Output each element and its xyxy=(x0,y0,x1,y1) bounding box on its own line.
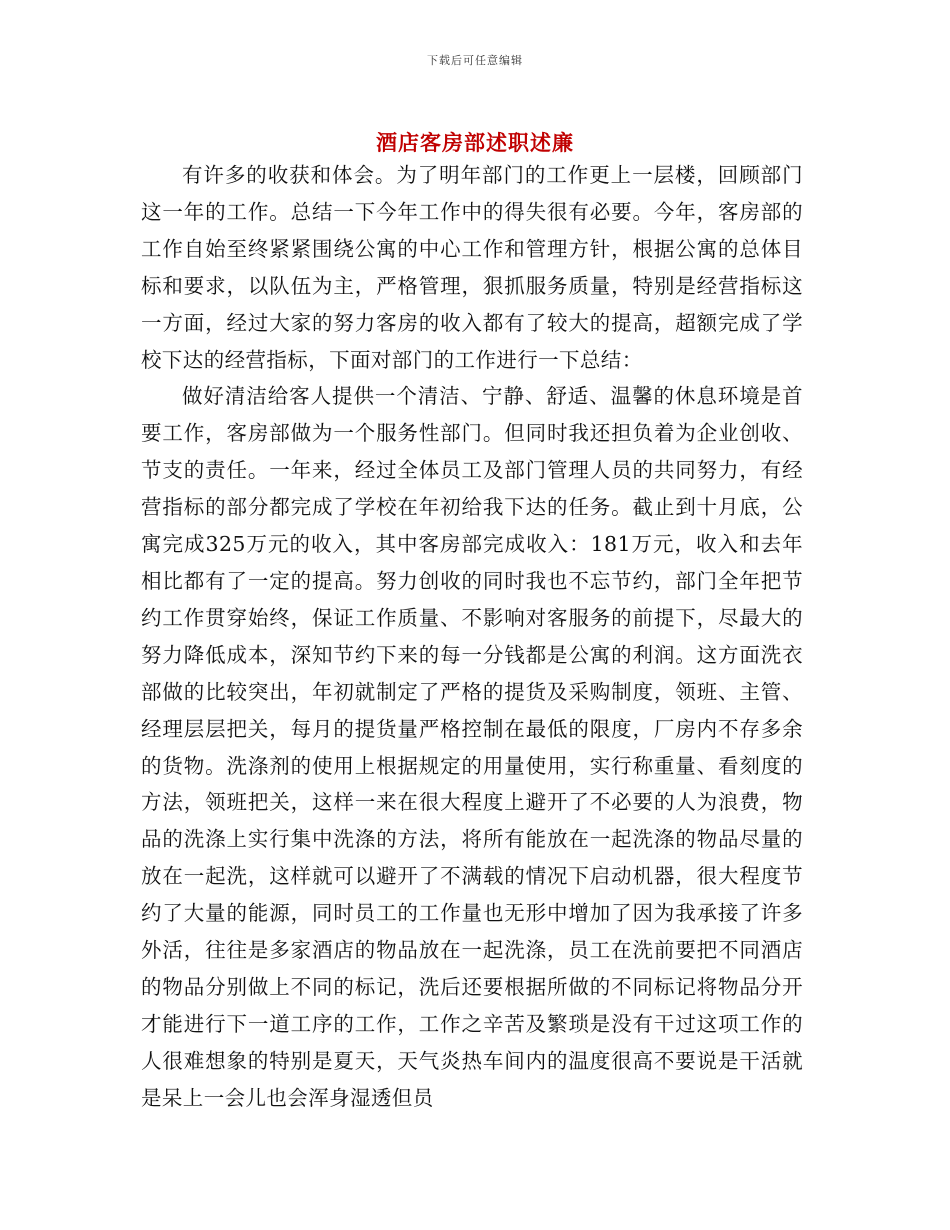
paragraph-2: 做好清洁给客人提供一个清洁、宁静、舒适、温馨的休息环境是首要工作，客房部做为一个服务性部门。但同时我还担负着为企业创收、节支的责任。一年来，经过全体员工及部门管理人员的共同努力，有经营指标的部分都完成了学校在年初给我下达的任务。截止到十月底，公寓完成325万元的收入，其中客房部完成收入：181万元，收入和去年相比都有了一定的提高。努力创收的同时我也不忘节约，部门全年把节约工作贯穿始终，保证工作质量、不影响对客服务的前提下，尽最大的努力降低成本，深知节约下来的每一分钱都是公寓的利润。这方面洗衣部做的比较突出，年初就制定了严格的提货及采购制度，领班、主管、经理层层把关，每月的提货量严格控制在最低的限度，厂房内不存多余的货物。洗涤剂的使用上根据规定的用量使用，实行称重量、看刻度的方法，领班把关，这样一来在很大程度上避开了不必要的人为浪费，物品的洗涤上实行集中洗涤的方法，将所有能放在一起洗涤的物品尽量的放在一起洗，这样就可以避开了不满载的情况下启动机器，很大程度节约了大量的能源，同时员工的工作量也无形中增加了因为我承接了许多外活，往往是多家酒店的物品放在一起洗涤，员工在洗前要把不同酒店的物品分别做上不同的标记，洗后还要根据所做的不同标记将物品分开才能进行下一道工序的工作，工作之辛苦及繁琐是没有干过这项工作的人很难想象的特别是夏天，天气炎热车间内的温度很高不要说是干活就是呆上一会儿也会浑身湿透但员 xyxy=(141,384,803,1110)
header-note: 下载后可任意编辑 xyxy=(427,54,523,67)
document-body xyxy=(141,157,803,1117)
document-title: 酒店客房部述职述廉 xyxy=(376,130,574,156)
paragraph-1: 有许多的收获和体会。为了明年部门的工作更上一层楼，回顾部门这一年的工作。总结一下今年工作中的得失很有必要。今年，客房部的工作自始至终紧紧围绕公寓的中心工作和管理方针，根据公寓的总体目标和要求，以队伍为主，严格管理，狠抓服务质量，特别是经营指标这一方面，经过大家的努力客房的收入都有了较大的提高，超额完成了学校下达的经营指标，下面对部门的工作进行一下总结： xyxy=(141,163,803,372)
